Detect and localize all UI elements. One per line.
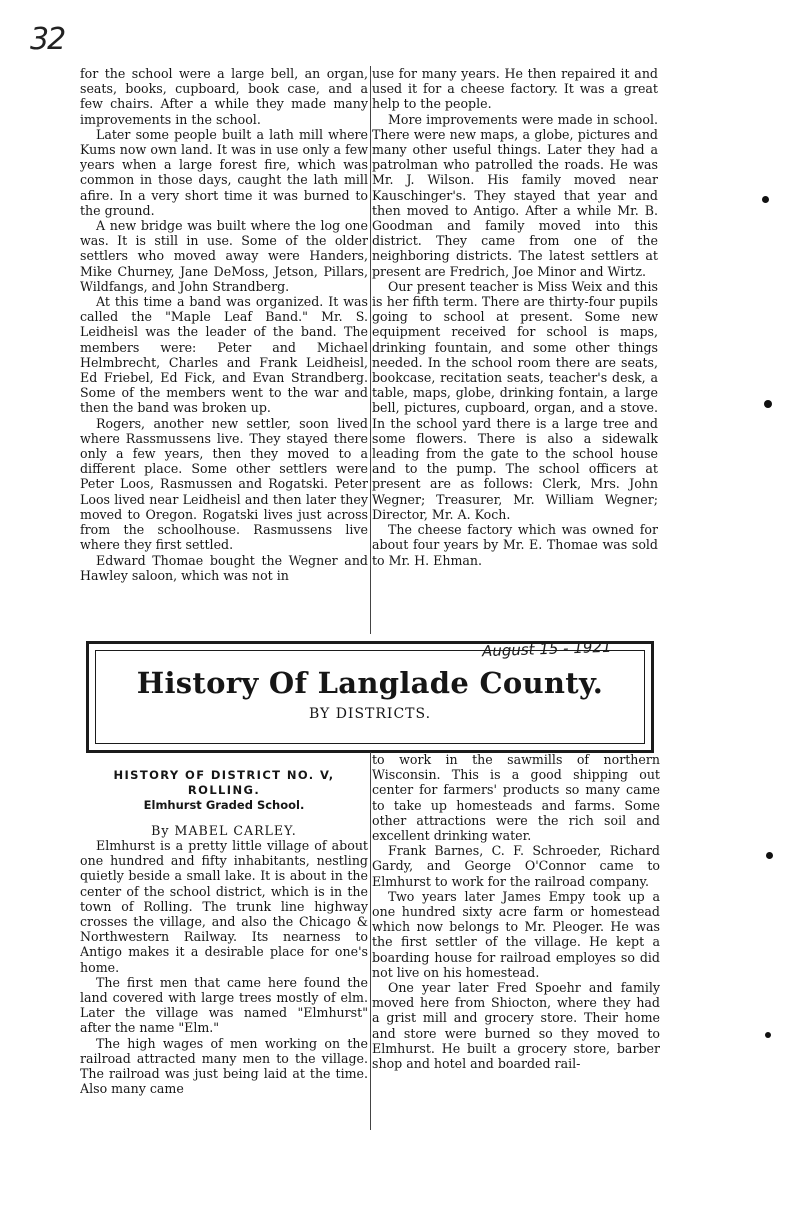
masthead-frame bbox=[86, 641, 654, 753]
paragraph: Later some people built a lath mill where Kums now own land. It was in use only a few years when a large forest fire, which was common in those days, caught the lath mill afire. In a very short time it was burned to the ground. bbox=[80, 126, 368, 218]
paragraph: One year later Fred Spoehr and family moved here from Shiocton, where they had a grist mill and grocery store. Their home and store were burned so they moved to Elmhurst. He built a grocery store, barber shop and hotel and boarded rail- bbox=[372, 980, 660, 1072]
article-byline: By MABEL CARLEY. bbox=[151, 823, 297, 838]
scan-speck bbox=[764, 400, 772, 408]
article-subheading: Elmhurst Graded School. bbox=[143, 798, 305, 812]
page-number: 32 bbox=[30, 22, 65, 57]
paragraph: Edward Thomae bought the Wegner and Hawley saloon, which was not in bbox=[80, 552, 368, 583]
paragraph: Our present teacher is Miss Weix and this is her fifth term. There are thirty-four pupils going to school at present. Some new equipment received for school is maps, drinking fountain, and some other things needed. In the school room there are seats, bookcase, recitation seats, teacher's desk, a table, maps, globe, drinking fontain, a large bell, pictures, cupboard, organ, and a stove. In the school yard there is a large tree and some flowers. There is also a sidewalk leading from the gate to the school house and to the pump. The school officers at present are as follows: Clerk, Mrs. John Wegner; Treasurer, Mr. William Wegner; Director, Mr. A. Koch. bbox=[372, 278, 658, 522]
paragraph: Rogers, another new settler, soon lived where Rassmussens live. They stayed there only a few years, then they moved to a different place. Some other settlers were Peter Loos, Rasmussen and Rogatski. Peter Loos lived near Leidheisl and then later they moved to Oregon. Rogatski lives just across from the schoolhouse. Rasmussens live where they first settled. bbox=[80, 415, 368, 553]
paragraph: Frank Barnes, C. F. Schroeder, Richard Gardy, and George O'Connor came to Elmhurst to work for the railroad company. bbox=[372, 843, 660, 889]
paragraph: At this time a band was organized. It was called the "Maple Leaf Band." Mr. S. Leidheisl was the leader of the band. The members were: Peter and Michael Helmbrecht, Charles and Frank Leidheisl, Ed Friebel, Ed Fick, and Evan Strandberg. Some of the members went to the war and then the band was broken up. bbox=[80, 294, 368, 416]
paragraph: More improvements were made in school. There were new maps, a globe, pictures and many other useful things. Later they had a patrolman who patrolled the roads. He was Mr. J. Wilson. His family moved near Kauschinger's. They stayed that year and then moved to Antigo. After a while Mr. B. Goodman and family moved into this district. They came from one of the neighboring districts. The latest settlers at present are Fredrich, Joe Minor and Wirtz. bbox=[372, 111, 658, 279]
article-heading: HISTORY OF DISTRICT NO. V, ROLLING. bbox=[113, 768, 335, 797]
column-divider bbox=[370, 752, 371, 1130]
masthead-subtitle: BY DISTRICTS. bbox=[308, 706, 432, 722]
article-left-column bbox=[80, 768, 368, 1128]
handwritten-date: August 15 - 1921 bbox=[481, 637, 612, 661]
paragraph: Two years later James Empy took up a one hundred sixty acre farm or homestead which now belongs to Mr. Pleoger. He was the first settler of the village. He kept a boarding house for railroad employes so did not live on his homestead. bbox=[372, 888, 660, 980]
scan-speck bbox=[762, 196, 769, 203]
top-right-column bbox=[372, 66, 658, 636]
scan-speck bbox=[766, 852, 773, 859]
masthead-title: History Of Langlade County. bbox=[136, 666, 604, 700]
paragraph: to work in the sawmills of northern Wisconsin. This is a good shipping out center for farmers' products so many came to take up homesteads and farms. Some other attractions were the rich soil and excellent drinking water. bbox=[372, 752, 660, 844]
top-left-column bbox=[80, 66, 368, 636]
paragraph: The cheese factory which was owned for about four years by Mr. E. Thomae was sold to Mr. H. Ehman. bbox=[372, 522, 658, 568]
paragraph: A new bridge was built where the log one was. It is still in use. Some of the older settlers who moved away were Handers, Mike Churney, Jane DeMoss, Jetson, Pillars, Wildfangs, and John Strandberg. bbox=[80, 218, 368, 294]
paragraph: for the school were a large bell, an organ, seats, books, cupboard, book case, and a few chairs. After a while they made many improvements in the school. bbox=[80, 66, 368, 127]
paragraph: Elmhurst is a pretty little village of about one hundred and fifty inhabitants, nestling quietly beside a small lake. It is about in the center of the school district, which is in the town of Rolling. The trunk line highway crosses the village, and also the Chicago & Northwestern Railway. Its nearness to Antigo makes it a desirable place for one's home. bbox=[80, 838, 368, 975]
paragraph: use for many years. He then repaired it and used it for a cheese factory. It was a great help to the people. bbox=[372, 66, 658, 112]
paragraph: The high wages of men working on the railroad attracted many men to the village. The railroad was just being laid at the time. Also many came bbox=[80, 1035, 368, 1097]
column-divider bbox=[370, 66, 371, 634]
paragraph: The first men that came here found the land covered with large trees mostly of elm. Later the village was named "Elmhurst" after the name "Elm." bbox=[80, 974, 368, 1036]
scan-speck bbox=[765, 1032, 771, 1038]
article-right-column bbox=[372, 752, 660, 1132]
